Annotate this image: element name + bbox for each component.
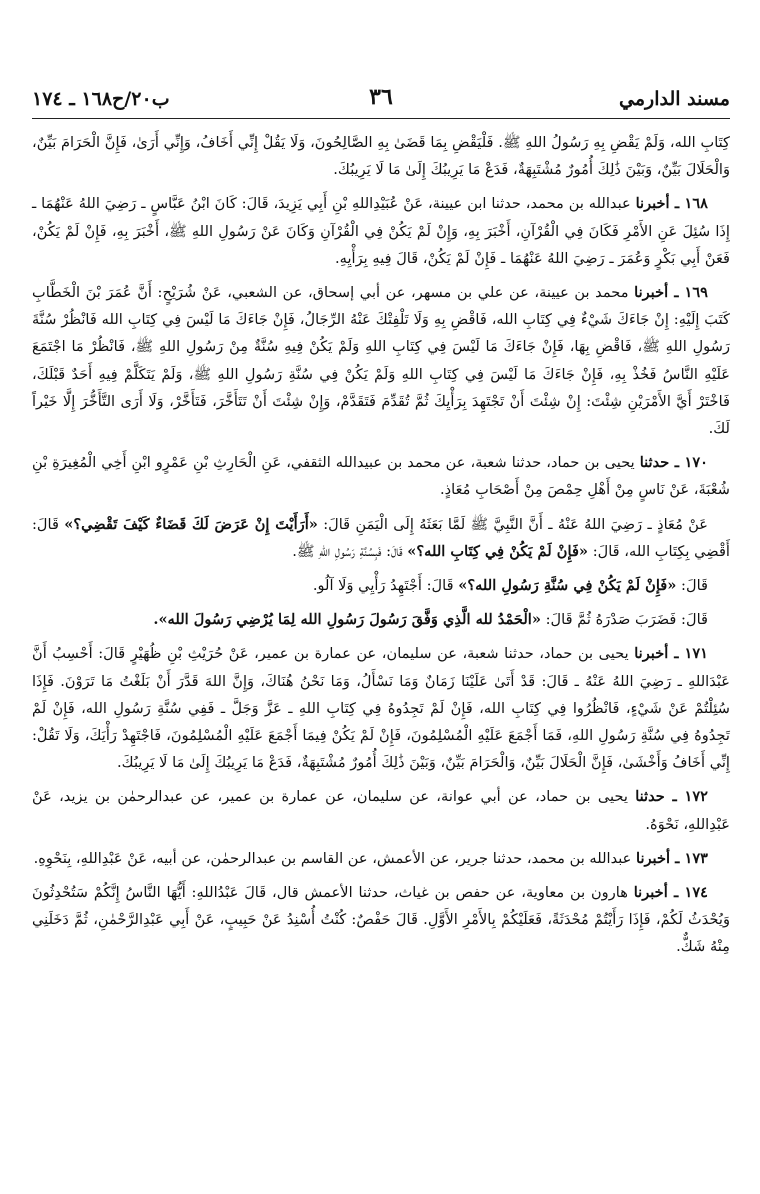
bold-text-span: «الْحَمْدُ لله الَّذِي وَفَّقَ رَسُولَ رَسُولِ الله لِمَا يُرْضِي رَسُولَ الله».: [153, 611, 541, 629]
text-span: قَالَ: فَضَرَبَ صَدْرَهُ ثُمَّ قَالَ:: [540, 611, 708, 629]
page-body: [32, 129, 730, 961]
text-span: عَنْ مُعَاذٍ ـ رَضِيَ اللهُ عَنْهُ ـ أَنَّ النَّبِيَّ ﷺ لَمَّا بَعَثَهُ إِلَى الْيَمَنِ قَالَ:: [317, 515, 709, 533]
text-span: عبدالله بن محمد، حدثنا ابن عيينة، عَنْ عُبَيْدِاللهِ بْنِ أَبِي يَزِيدَ، قَالَ: كَانَ ابْنُ عَبَّاسٍ ـ رَضِيَ اللهُ عَنْهُمَا ـ إِذَا سُئِلَ عَنِ الأَمْرِ فَكَانَ فِي الْقُرْآنِ، أَخْبَرَ بِهِ، وَإِنْ لَمْ يَكُنْ فِي الْقُرْآنِ وَكَانَ عَنْ رَسُولِ اللهِ ﷺ، أَخْبَرَ بِهِ، فَإِنْ لَمْ يَكُنْ، فَعَنْ أَبِي بَكْرٍ وَعُمَرَ ـ رَضِيَ اللهُ عَنْهُمَا ـ فَإِنْ لَمْ يَكُنْ، قَالَ فِيهِ بِرَأْيِهِ.: [32, 195, 730, 267]
bold-text-span: ١٧٤ ـ أخبرنا: [633, 884, 709, 902]
bold-text-span: «فَإِنْ لَمْ يَكُنْ فِي سُنَّةِ رَسُولِ الله؟»: [458, 577, 677, 595]
hadith-paragraph: [32, 783, 730, 837]
bold-text-span: ١٧٣ ـ أخبرنا: [636, 849, 708, 867]
bold-text-span: «أَرَأَيْتَ إِنْ عَرَضَ لَكَ قَضَاءٌ كَيْفَ تَقْضِي؟»: [64, 515, 318, 533]
hadith-paragraph: [32, 449, 730, 503]
text-span: قَالَ: فَبِسُنَّةِ رَسُولِ اللهِ ﷺ.: [292, 542, 403, 560]
text-span: كِتَابِ الله، وَلَمْ يَقْضِ بِهِ رَسُولُ اللهِ ﷺ. فَلْيَقْضِ بِمَا قَضَىٰ بِهِ الصَّالِحُونَ، وَلَا يَقُلْ إِنِّي أَخَافُ، وَإِنِّي أَرَىٰ، فَإِنَّ الْحَرَامَ بَيِّنٌ، وَالْحَلَالَ بَيِّنٌ، وَبَيْنَ ذَٰلِكَ أُمُورٌ مُشْتَبِهَةٌ، فَدَعْ مَا يَرِيبُكَ إِلَىٰ مَا لَا يَرِيبُكَ.: [32, 134, 730, 179]
text-span: يحيى بن حماد، حدثنا شعبة، عن سليمان، عن عمارة بن عمير، عَنْ حُرَيْثِ بْنِ ظُهَيْرٍ قَالَ: أَحْسِبُ أَنَّ عَبْدَاللهِ ـ رَضِيَ اللهُ عَنْهُ ـ قَالَ: قَدْ أَتَىٰ عَلَيْنَا زَمَانٌ وَمَا نَسْأَلُ، وَمَا نَحْنُ هُنَاكَ، وَإِنَّ اللهَ قَدَّرَ أَنْ بَلَغْتُ مَا تَرَوْنَ. فَإِذَا سُئِلْتُمْ عَنْ شَيْءٍ، فَانْظُرُوا فِي كِتَابِ الله، فَإِنْ لَمْ تَجِدُوهُ فِي كِتَابِ اللهِ ـ عَزَّ وَجَلَّ ـ فَفِي سُنَّةِ رَسُولِ الله، فَإِنْ لَمْ تَجِدُوهُ فِي سُنَّةِ رَسُولِ اللهِ، فَمَا أَجْمَعَ عَلَيْهِ الْمُسْلِمُونَ، فَإِنْ لَمْ يَكُنْ فِيمَا أَجْمَعَ عَلَيْهِ الْمُسْلِمُونَ، فَاجْتَهِدْ رَأْيَكَ، وَلَا تَقُلْ: إِنِّي أَخَافُ وَأَخْشَىٰ، فَإِنَّ الْحَلَالَ بَيِّنٌ، وَالْحَرَامَ بَيِّنٌ، وَبَيْنَ ذَٰلِكَ أُمُورٌ مُشْتَبِهَةٌ، فَدَعْ مَا يَرِيبُكَ إِلَىٰ مَا لَا يَرِيبُكَ.: [32, 645, 730, 772]
bold-text-span: ١٧٠ ـ حدثنا: [639, 454, 708, 472]
hadith-paragraph: [32, 190, 730, 272]
hadith-paragraph: [32, 279, 730, 442]
continuation-paragraph: [32, 129, 730, 183]
text-span: عبدالله بن محمد، حدثنا جرير، عن الأعمش، عن القاسم بن عبدالرحمٰن، عن أبيه، عَنْ عَبْدِاللهِ، بِنَحْوِهِ.: [33, 849, 632, 867]
bold-text-span: «فَإِنْ لَمْ يَكُنْ فِي كِتَابِ الله؟»: [407, 542, 589, 560]
page-header: [32, 72, 730, 119]
bold-text-span: ١٦٨ ـ أخبرنا: [635, 195, 709, 213]
bold-text-span: ١٧٢ ـ حدثنا: [635, 788, 708, 806]
hadith-paragraph: [32, 511, 730, 565]
text-span: يحيى بن حماد، عن أبي عوانة، عن سليمان، عن عمارة بن عمير، عن عبدالرحمٰن بن يزيد، عَنْ عَبْدِاللهِ، نَحْوَهُ.: [32, 788, 730, 833]
hadith-paragraph: [32, 845, 730, 872]
text-span: يحيى بن حماد، حدثنا شعبة، عن محمد بن عبيدالله الثقفي، عَنِ الْحَارِثِ بْنِ عَمْرٍو ابْنِ أَخِي الْمُغِيرَةِ بْنِ شُعْبَةَ، عَنْ نَاسٍ مِنْ أَهْلِ حِمْصَ مِنْ أَصْحَابِ مُعَاذٍ.: [32, 454, 730, 499]
bold-text-span: ١٧١ ـ أخبرنا: [634, 645, 709, 663]
document-page: [32, 72, 730, 968]
hadith-paragraph: [32, 879, 730, 961]
book-title: مسند الدارمي: [619, 88, 730, 110]
hadith-paragraph: [32, 606, 730, 633]
hadith-reference: ب٢٠/ح١٦٨ ـ ١٧٤: [32, 88, 170, 110]
text-span: هارون بن معاوية، عن حفص بن غياث، حدثنا الأعمش قال، قَالَ عَبْدُاللهِ: أَيُّهَا النَّاسُ إِنَّكُمْ سَتُحْدِثُونَ وَيُحْدَثُ لَكُمْ، فَإِذَا رَأَيْتُمْ مُحْدَثَةً، فَعَلَيْكُمْ بِالأَمْرِ الأَوَّلِ. قَالَ حَفْصٌ: كُنْتُ أُسْنِدُ عَنْ حَبِيبٍ، عَنْ أَبِي عَبْدِالرَّحْمٰنِ، ثُمَّ دَخَلَنِي مِنْهُ شَكٌّ.: [32, 884, 730, 956]
text-span: قَالَ: أَقْضِي بِكِتَابِ الله، قَالَ:: [32, 515, 730, 560]
bold-text-span: ١٦٩ ـ أخبرنا: [634, 284, 709, 302]
text-span: محمد بن عيينة، عن علي بن مسهر، عن أبي إسحاق، عن الشعبي، عَنْ شُرَيْحٍ: أَنَّ عُمَرَ بْنَ الْخَطَّابِ كَتَبَ إِلَيْهِ: إِنْ جَاءَكَ شَيْءٌ فِي كِتَابِ الله، فَاقْضِ بِهِ وَلَا تَلْفِتْكَ عَنْهُ الرِّجَالُ، فَإِنْ جَاءَكَ مَا لَيْسَ فِي كِتَابِ الله فَانْظُرْ سُنَّةَ رَسُولِ اللهِ ﷺ، فَاقْضِ بِهَا، فَإِنْ جَاءَكَ مَا لَيْسَ فِي كِتَابِ اللهِ وَلَمْ يَكُنْ فِيهِ سُنَّةٌ مِنْ رَسُولِ اللهِ ﷺ، فَانْظُرْ مَا اجْتَمَعَ عَلَيْهِ النَّاسُ فَخُذْ بِهِ، فَإِنْ جَاءَكَ مَا لَيْسَ فِي كِتَابِ اللهِ وَلَمْ يَكُنْ فِي سُنَّةِ رَسُولِ اللهِ ﷺ، وَلَمْ يَتَكَلَّمْ فِيهِ أَحَدٌ قَبْلَكَ، فَاخْتَرْ أَيَّ الأَمْرَيْنِ شِئْتَ: إِنْ شِئْتَ أَنْ تَجْتَهِدَ بِرَأْيِكَ ثُمَّ تُقَدِّمَ فَتَقَدَّمْ، وَإِنْ شِئْتَ أَنْ تَتَأَخَّرَ، فَتَأَخَّرْ، وَلَا أَرَى التَّأَخُّرَ إِلَّا خَيْراً لَكَ.: [32, 284, 730, 438]
hadith-paragraph: [32, 572, 730, 599]
text-span: قَالَ:: [676, 577, 708, 595]
page-number: ٣٦: [369, 84, 393, 110]
text-span: قَالَ: أَجْتَهِدُ رَأْيِي وَلَا آلُو.: [312, 577, 454, 595]
hadith-paragraph: [32, 640, 730, 776]
